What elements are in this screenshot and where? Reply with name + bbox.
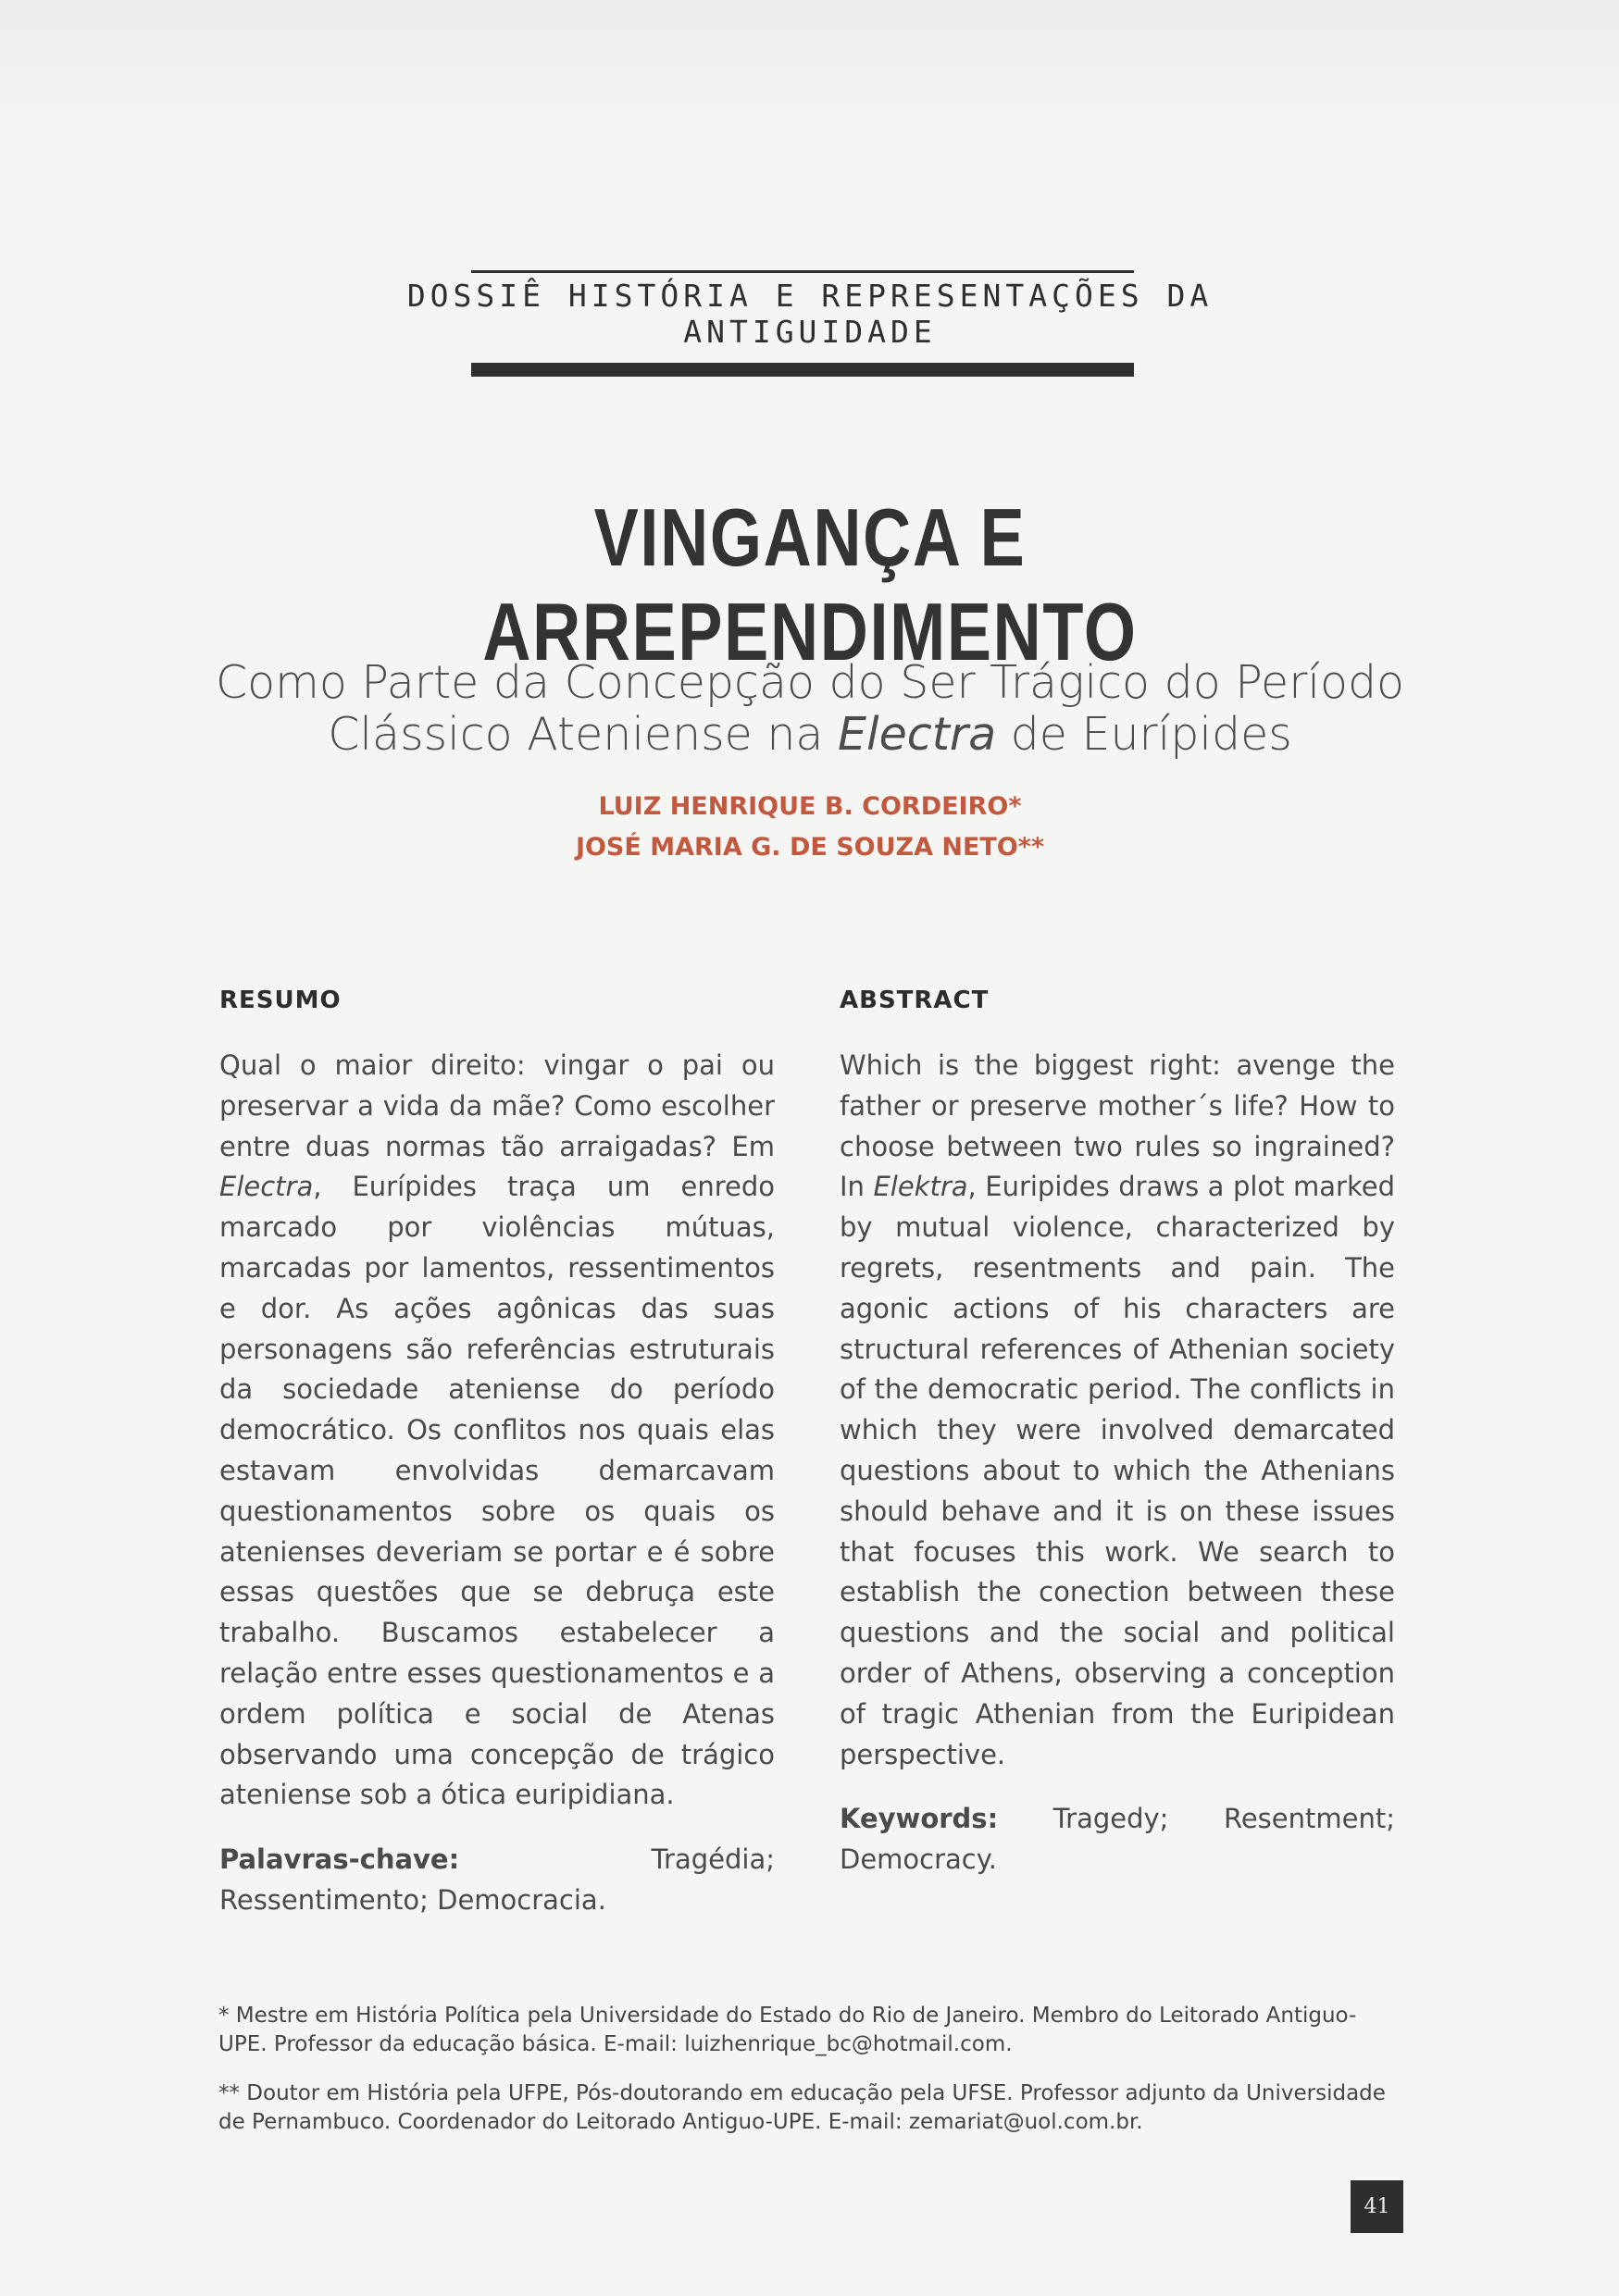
abstract-text-em: Elektra xyxy=(873,1171,968,1203)
resumo-text-em: Electra xyxy=(219,1171,314,1203)
abstract-column xyxy=(840,987,1395,1880)
header-top-rule xyxy=(471,270,1134,273)
footnote-1: * Mestre em História Política pela Universidade do Estado do Rio de Janeiro. Membro do Leitorado Antiguo-UPE. Professor da educação básica. E-mail: luizhenrique_bc@hotmail.com. xyxy=(218,2004,1357,2056)
article-title: VINGANÇA E ARREPENDIMENTO xyxy=(482,491,1138,677)
dossie-title: DOSSIÊ HISTÓRIA E REPRESENTAÇÕES DA ANTIGUIDADE xyxy=(406,278,1214,350)
resumo-keywords-value: Tragédia; Ressentimento; Democracia. xyxy=(219,1843,775,1916)
footnote-2: ** Doutor em História pela UFPE, Pós-doutorando em educação pela UFSE. Professor adjunto da Universidade de Pernambuco. Coordenador do Leitorado Antiguo-UPE. E-mail: zemariat@uol.com.br. xyxy=(218,2081,1386,2134)
resumo-keywords-label: Palavras-chave: xyxy=(219,1843,460,1876)
subtitle-line-2-pre: Clássico Ateniense na xyxy=(328,708,839,761)
subtitle-line-1: Como Parte da Concepção do Ser Trágico do Período xyxy=(215,656,1405,709)
resumo-text-pre: Qual o maior direito: vingar o pai ou preservar a vida da mãe? Como escolher entre duas normas tão arraigadas? Em xyxy=(219,1049,775,1162)
resumo-column xyxy=(219,987,775,1921)
resumo-text-post: , Eurípides traça um enredo marcado por violências mútuas, marcadas por lamentos, ressentimentos e dor. As ações agônicas das suas personagens são referências estruturais da sociedade ateniense do período democrático. Os conflitos nos quais elas estavam envolvidas demarcavam questionamentos sobre os quais os atenienses deveriam se portar e é sobre essas questões que se debruça este trabalho. Buscamos estabelecer a relação entre esses questionamentos e a ordem política e social de Atenas observando uma concepção de trágico ateniense sob a ótica euripidiana. xyxy=(219,1171,775,1811)
abstract-keywords-label: Keywords: xyxy=(840,1803,999,1835)
subtitle-work-title: Electra xyxy=(838,708,997,761)
article-subtitle xyxy=(185,657,1435,761)
header-bottom-bar xyxy=(471,363,1134,377)
page-number: 41 xyxy=(1351,2180,1403,2233)
author-2: JOSÉ MARIA G. DE SOUZA NETO** xyxy=(575,833,1045,862)
abstract-text xyxy=(840,1046,1395,1775)
resumo-text xyxy=(219,1046,775,1816)
abstract-text-post: , Euripides draws a plot marked by mutual violence, characterized by regrets, resentments and pain. The agonic actions of his characters are structural references of Athenian society of the democratic period. The conflicts in which they were involved demarcated questions about to which the Athenians should behave and it is on these issues that focuses this work. We search to establish the conection between these questions and the social and political order of Athens, observing a conception of tragic Athenian from the Euripidean perspective. xyxy=(840,1171,1395,1770)
abstract-text-pre: Which is the biggest right: avenge the father or preserve mother´s life? How to choose between two rules so ingrained? In xyxy=(840,1049,1395,1203)
author-1: LUIZ HENRIQUE B. CORDEIRO* xyxy=(598,792,1022,821)
abstract-keywords xyxy=(840,1799,1395,1880)
resumo-keywords xyxy=(219,1840,775,1921)
resumo-heading: RESUMO xyxy=(219,987,342,1014)
subtitle-line-2 xyxy=(185,709,1435,761)
authors xyxy=(278,787,1342,868)
subtitle-line-2-post: de Eurípides xyxy=(996,708,1292,761)
footnotes xyxy=(218,2002,1401,2157)
abstract-heading: ABSTRACT xyxy=(840,987,990,1014)
abstract-keywords-value: Tragedy; Resentment; Democracy. xyxy=(840,1803,1395,1876)
